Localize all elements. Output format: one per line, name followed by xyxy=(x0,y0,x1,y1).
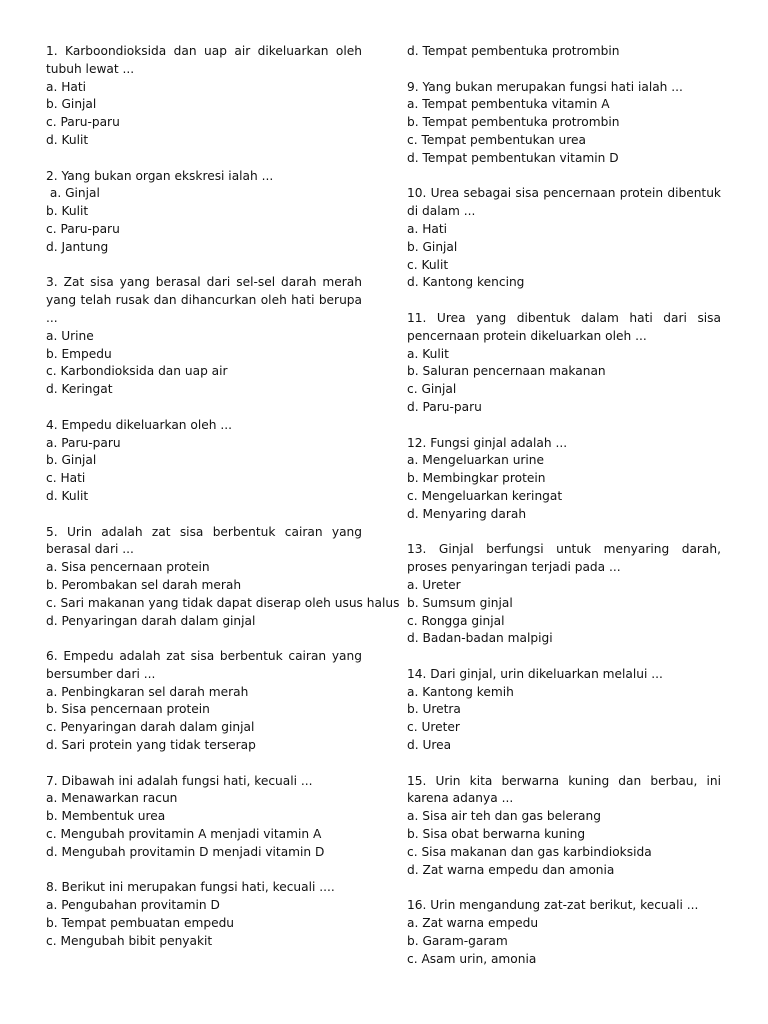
answer-option: a. Hati xyxy=(407,221,448,236)
answer-option: a. Kulit xyxy=(407,346,449,361)
answer-option: c. Sari makanan yang tidak dapat diserap oleh usus halus xyxy=(46,595,400,610)
question-block xyxy=(46,648,362,755)
question-block xyxy=(46,168,362,257)
answer-option: d. Kulit xyxy=(46,488,89,503)
question-text: 1. Karboondioksida dan uap air dikeluarkan oleh tubuh lewat ... xyxy=(46,44,362,76)
question-block xyxy=(407,79,721,168)
question-text: 16. Urin mengandung zat-zat berikut, kecuali ... xyxy=(407,898,699,913)
answer-option: b. Saluran pencernaan makanan xyxy=(407,364,606,379)
answer-option: d. Tempat pembentuka protrombin xyxy=(407,44,620,58)
answer-option: c. Hati xyxy=(46,471,86,486)
question-text: 7. Dibawah ini adalah fungsi hati, kecuali ... xyxy=(46,773,313,788)
question-text: 14. Dari ginjal, urin dikeluarkan melalui ... xyxy=(407,666,663,681)
answer-option: b. Sisa pencernaan protein xyxy=(46,702,210,717)
answer-option: b. Ginjal xyxy=(46,453,97,468)
answer-option: d. Keringat xyxy=(46,382,113,397)
answer-option: c. Tempat pembentukan urea xyxy=(407,132,586,147)
answer-option: b. Sumsum ginjal xyxy=(407,595,513,610)
answer-option: b. Membingkar protein xyxy=(407,471,546,486)
answer-option: a. Pengubahan provitamin D xyxy=(46,898,220,913)
answer-option: a. Kantong kemih xyxy=(407,684,514,699)
answer-option: c. Ginjal xyxy=(407,382,457,397)
answer-option: c. Penyaringan darah dalam ginjal xyxy=(46,720,255,735)
answer-option: a. Paru-paru xyxy=(46,435,121,450)
answer-option: c. Rongga ginjal xyxy=(407,613,505,628)
question-block xyxy=(407,435,721,524)
answer-option: d. Mengubah provitamin D menjadi vitamin D xyxy=(46,844,325,859)
answer-option: b. Ginjal xyxy=(407,239,458,254)
answer-option: a. Hati xyxy=(46,79,87,94)
answer-option: b. Ginjal xyxy=(46,97,97,112)
question-block xyxy=(407,310,721,417)
answer-option: c. Sisa makanan dan gas karbindioksida xyxy=(407,844,652,859)
answer-option: d. Kulit xyxy=(46,132,89,147)
question-block xyxy=(46,274,362,399)
answer-option: d. Urea xyxy=(407,738,452,753)
question-text: 13. Ginjal berfungsi untuk menyaring darah, proses penyaringan terjadi pada ... xyxy=(407,542,721,575)
answer-option: b. Empedu xyxy=(46,346,112,361)
question-block xyxy=(46,43,362,150)
question-block xyxy=(46,417,362,506)
answer-option: a. Sisa pencernaan protein xyxy=(46,560,210,575)
question-text: 8. Berikut ini merupakan fungsi hati, kecuali .... xyxy=(46,880,335,895)
answer-option: c. Kulit xyxy=(407,257,449,272)
question-text: 15. Urin kita berwarna kuning dan berbau, ini karena adanya ... xyxy=(407,773,721,806)
left-column xyxy=(46,43,400,968)
answer-option: a. Penbingkaran sel darah merah xyxy=(46,684,249,699)
answer-option: a. Menawarkan racun xyxy=(46,791,178,806)
answer-option: a. Tempat pembentuka vitamin A xyxy=(407,97,610,112)
answer-option: b. Membentuk urea xyxy=(46,809,166,824)
answer-option: c. Karbondioksida dan uap air xyxy=(46,364,228,379)
question-block xyxy=(407,43,721,61)
question-text: 10. Urea sebagai sisa pencernaan protein dibentuk di dalam ... xyxy=(407,186,721,219)
answer-option: b. Tempat pembuatan empedu xyxy=(46,916,235,931)
question-text: 3. Zat sisa yang berasal dari sel-sel darah merah yang telah rusak dan dihancurkan oleh hati berupa ... xyxy=(46,275,362,325)
answer-option: d. Paru-paru xyxy=(407,399,482,414)
question-text: 4. Empedu dikeluarkan oleh ... xyxy=(46,417,232,432)
answer-option: d. Kantong kencing xyxy=(407,275,525,290)
question-block xyxy=(407,541,721,648)
answer-option: d. Sari protein yang tidak terserap xyxy=(46,738,256,753)
right-column xyxy=(407,43,721,986)
answer-option: c. Mengubah bibit penyakit xyxy=(46,933,213,948)
question-text: 11. Urea yang dibentuk dalam hati dari sisa pencernaan protein dikeluarkan oleh ... xyxy=(407,310,721,343)
answer-option: c. Mengeluarkan keringat xyxy=(407,488,563,503)
answer-option: b. Sisa obat berwarna kuning xyxy=(407,827,586,842)
answer-option: b. Uretra xyxy=(407,702,461,717)
question-text: 5. Urin adalah zat sisa berbentuk cairan yang berasal dari ... xyxy=(46,524,362,557)
answer-option: b. Garam-garam xyxy=(407,933,508,948)
answer-option: b. Perombakan sel darah merah xyxy=(46,577,242,592)
answer-option: a. Ginjal xyxy=(46,186,100,201)
question-block xyxy=(407,666,721,755)
answer-option: c. Ureter xyxy=(407,720,460,735)
question-text: 12. Fungsi ginjal adalah ... xyxy=(407,435,568,450)
question-block xyxy=(407,897,721,968)
answer-option: a. Ureter xyxy=(407,577,461,592)
question-block xyxy=(46,773,362,862)
answer-option: a. Mengeluarkan urine xyxy=(407,453,545,468)
answer-option: d. Penyaringan darah dalam ginjal xyxy=(46,613,256,628)
question-text: 9. Yang bukan merupakan fungsi hati ialah ... xyxy=(407,79,683,94)
answer-option: d. Zat warna empedu dan amonia xyxy=(407,862,615,877)
answer-option: c. Asam urin, amonia xyxy=(407,951,537,966)
answer-option: d. Badan-badan malpigi xyxy=(407,631,553,646)
answer-option: b. Tempat pembentuka protrombin xyxy=(407,115,620,130)
answer-option: a. Sisa air teh dan gas belerang xyxy=(407,809,601,824)
answer-option: d. Jantung xyxy=(46,239,109,254)
answer-option: d. Tempat pembentukan vitamin D xyxy=(407,150,619,165)
question-text: 2. Yang bukan organ ekskresi ialah ... xyxy=(46,168,274,183)
answer-option: d. Menyaring darah xyxy=(407,506,527,521)
answer-option: b. Kulit xyxy=(46,204,89,219)
answer-option: a. Zat warna empedu xyxy=(407,916,539,931)
question-block xyxy=(46,524,400,631)
answer-option: c. Mengubah provitamin A menjadi vitamin A xyxy=(46,827,322,842)
answer-option: a. Urine xyxy=(46,328,94,343)
question-block xyxy=(407,773,721,880)
answer-option: c. Paru-paru xyxy=(46,221,120,236)
question-text: 6. Empedu adalah zat sisa berbentuk cairan yang bersumber dari ... xyxy=(46,649,362,681)
question-block xyxy=(407,185,721,292)
question-block xyxy=(46,879,362,950)
answer-option: c. Paru-paru xyxy=(46,115,120,130)
